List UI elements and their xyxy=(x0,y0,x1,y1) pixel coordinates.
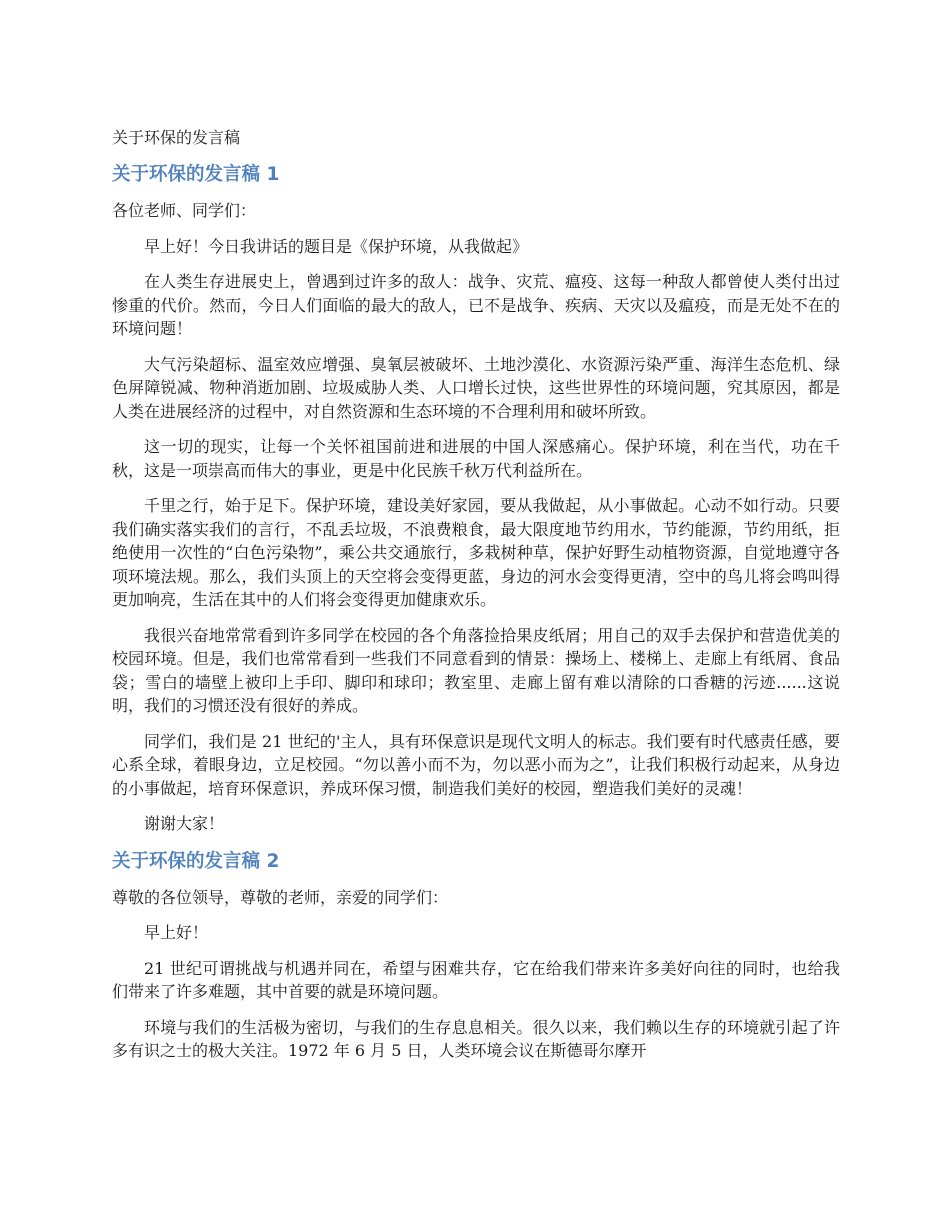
paragraph: 我很兴奋地常常看到许多同学在校园的各个角落捡拾果皮纸屑；用自己的双手去保护和营造优美的校园环境。但是，我们也常常看到一些我们不同意看到的情景：操场上、楼梯上、走廊上有纸屑、食品袋；雪白的墙壁上被印上手印、脚印和球印；教室里、走廊上留有难以清除的口香糖的污迹......这说明，我们的习惯还没有很好的养成。 xyxy=(112,625,840,715)
paragraph: 这一切的现实，让每一个关怀祖国前进和进展的中国人深感痛心。保护环境，利在当代，功在千秋，这是一项崇高而伟大的事业，更是中化民族千秋万代利益所在。 xyxy=(112,437,840,480)
salutation: 尊敬的各位领导，尊敬的老师，亲爱的同学们： xyxy=(112,887,449,907)
paragraph: 大气污染超标、温室效应增强、臭氧层被破坏、土地沙漠化、水资源污染严重、海洋生态危机、绿色屏障锐减、物种消逝加剧、垃圾威胁人类、人口增长过快，这些世界性的环境问题，究其原因，都是人类在进展经济的过程中，对自然资源和生态环境的不合理利用和破坏所致。 xyxy=(112,354,840,421)
paragraph: 环境与我们的生活极为密切，与我们的生存息息相关。很久以来，我们赖以生存的环境就引起了许多有识之士的极大关注。1972 年 6 月 5 日，人类环境会议在斯德哥尔摩开 xyxy=(112,1017,840,1060)
salutation: 各位老师、同学们： xyxy=(112,201,257,220)
section-heading: 关于环保的发言稿 1 xyxy=(112,164,280,185)
speech-section-1 xyxy=(112,161,840,836)
paragraph: 早上好！ xyxy=(144,923,209,942)
paragraph: 21 世纪可谓挑战与机遇并同在，希望与困难共存，它在给我们带来许多美好向往的同时，也给我们带来了许多难题，其中首要的就是环境问题。 xyxy=(112,958,840,1001)
paragraph: 千里之行，始于足下。保护环境，建设美好家园，要从我做起，从小事做起。心动不如行动。只要我们确实落实我们的言行，不乱丢垃圾，不浪费粮食，最大限度地节约用水，节约能源，节约用纸，拒绝使用一次性的“白色污染物”，乘公共交通旅行，多栽树种草，保护好野生动植物资源，自觉地遵守各项环境法规。那么，我们头顶上的天空将会变得更蓝，身边的河水会变得更清，空中的鸟儿将会鸣叫得更加响亮，生活在其中的人们将会变得更加健康欢乐。 xyxy=(112,496,840,609)
closing-line: 谢谢大家！ xyxy=(144,814,225,833)
speech-section-2 xyxy=(112,848,840,1063)
paragraph: 早上好！今日我讲话的题目是《保护环境，从我做起》 xyxy=(144,236,529,256)
paragraph: 同学们，我们是 21 世纪的'主人，具有环保意识是现代文明人的标志。我们要有时代感责任感，要心系全球，着眼身边，立足校园。“勿以善小而不为，勿以恶小而为之”，让我们积极行动起来，从身边的小事做起，培育环保意识，养成环保习惯，制造我们美好的校园，塑造我们美好的灵魂！ xyxy=(112,731,840,798)
document-title: 关于环保的发言稿 xyxy=(112,128,241,147)
paragraph: 在人类生存进展史上，曾遇到过许多的敌人：战争、灾荒、瘟疫、这每一种敌人都曾使人类付出过惨重的代价。然而，今日人们面临的最大的敌人，已不是战争、疾病、天灾以及瘟疫，而是无处不在的环境问题！ xyxy=(112,272,840,338)
section-heading: 关于环保的发言稿 2 xyxy=(112,850,280,872)
